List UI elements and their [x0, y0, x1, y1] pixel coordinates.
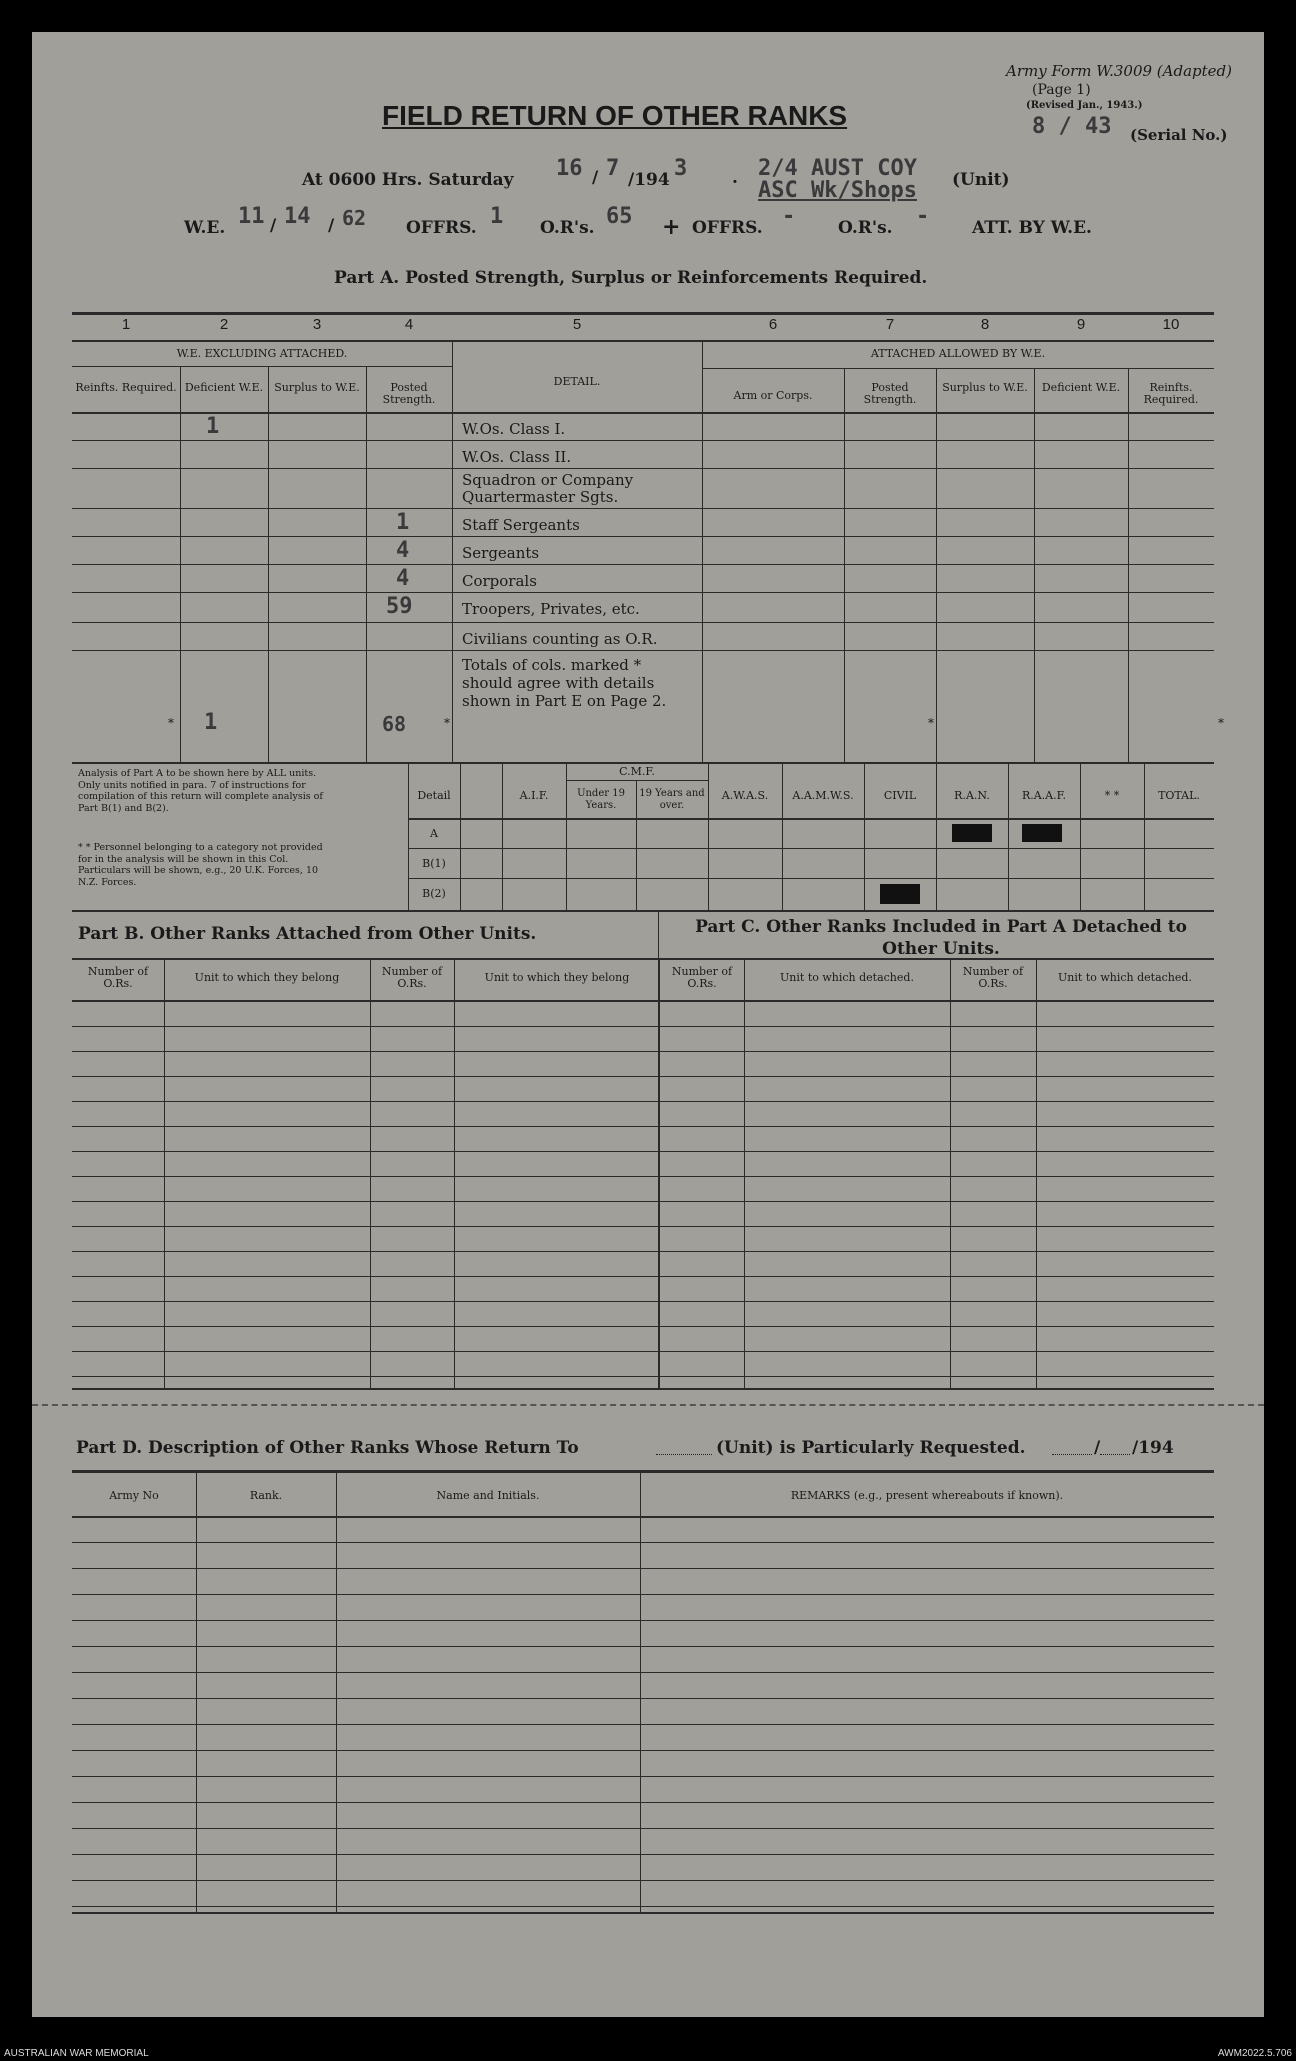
col-number: 4 [404, 316, 414, 333]
form-sheet: Army Form W.3009 (Adapted) (Page 1) (Revised Jan., 1943.) 8 / 43 (Serial No.) FIELD RETURN OF OTHER RANKS At 0600 Hrs. Saturday 16 / 7 /194 3 . 2/4 AUST COY ASC Wk/Shops (Unit) W.E. 11 / 14 / 62 OFFRS. 1 O.R's. 65 + OFFRS. - O.R's. - ATT. BY W.E. Part A. Posted Strength, Surplus or Reinforcements Required. 1 2 3 4 5 6 7 8 9 10 W.E. EXCLUDING ATTACHED. ATTACHED ALLOWED BY W.E. DETAIL. Reinfts. Required. Deficient W.E. Surplus to W.E. Posted Strength. Arm or Corps. Posted Strength. Surplus to W.E. Deficient W.E. Reinfts. Required. W.Os. Class I. W.Os. Class II. Squadron or Company Quartermaster Sgts. Staff Sergeants Sergeants Corporals Troopers, Privates, etc. Civilians counting as O.R. Totals of cols. marked * should agree with details shown in Part E on Page 2. 1 1 4 4 59 1 68 * * * * Analysis of Part A to be shown here by ALL units. Only units notified in para. 7 of instructions for compilation of this return will complete analysis of Part B(1) and B(2). * * Personnel belonging to a category not provided for in the analysis will be shown in this Col. Particulars will be shown, e.g., 20 U.K. Forces, 10 N.Z. Forces. Detail A.I.F. C.M.F. Under 19 Years. 19 Years and over. A.W.A.S. A.A.M.W.S. CIVIL R.A.N. R.A.A.F. * * TOTAL. A B(1) B(2) Part B. Other Ranks Attached from Other Units. Part C. Other Ranks Included in Part A Detached to Other Units. Number of O.Rs. Unit to which they belong Number of O.Rs. Unit to which they belong Number of O.Rs. Unit to which detached. Number of O.Rs. Unit to which detached. Part D. Description of Other Ranks Whose Return To (Unit) is Particularly Requested. / /194 Army No Rank. Name and Initials. REMARKS (e.g., present whereabouts if known). [32, 32, 1264, 2017]
posted-pte: 59 [386, 594, 413, 619]
star-marker: * [928, 716, 934, 730]
ruled-line [72, 1776, 1214, 1777]
analysis-other: * * [1104, 789, 1120, 802]
col-number: 7 [885, 316, 895, 333]
unit-line-2: ASC Wk/Shops [758, 178, 917, 203]
posted-cpl: 4 [396, 566, 410, 591]
part-b-title: Part B. Other Ranks Attached from Other Units. [78, 924, 537, 944]
part-a-title: Part A. Posted Strength, Surplus or Reinforcements Required. [334, 268, 928, 288]
ruled-line [72, 1542, 1214, 1543]
col-number: 8 [980, 316, 990, 333]
ruled-line [72, 1698, 1214, 1699]
form-id: Army Form W.3009 (Adapted) [1006, 62, 1232, 80]
analysis-note-1: Analysis of Part A to be shown here by ALL units. Only units notified in para. 7 of instructions for compilation of this return will complete analysis of Part B(1) and B(2). [78, 768, 323, 814]
ruled-line [72, 1880, 1214, 1881]
part-d-title-c: /194 [1132, 1438, 1174, 1458]
year-prefix: /194 [628, 170, 670, 190]
analysis-row-a: A [430, 827, 438, 840]
part-c-title: Part C. Other Ranks Included in Part A Detached to Other Units. [695, 917, 1187, 959]
totals-deficient: 1 [204, 710, 218, 735]
att-label: ATT. BY W.E. [972, 218, 1092, 238]
row-detail: Sergeants [462, 544, 540, 562]
sub-header: Reinfts. Required. [75, 381, 177, 394]
footer-left: AUSTRALIAN WAR MEMORIAL [4, 2048, 149, 2059]
we-b: 14 [284, 204, 311, 229]
group-right-header: ATTACHED ALLOWED BY W.E. [870, 347, 1046, 360]
analysis-raaf: R.A.A.F. [1021, 789, 1067, 802]
ruled-line [72, 1051, 1214, 1052]
analysis-row-b1: B(1) [422, 857, 446, 870]
offrs-label: OFFRS. [406, 218, 477, 238]
analysis-row-b2: B(2) [422, 887, 446, 900]
row-detail: Squadron or Company Quartermaster Sgts. [462, 471, 634, 506]
row-detail: W.Os. Class II. [462, 448, 572, 466]
row-detail: Civilians counting as O.R. [462, 630, 658, 648]
col-number: 2 [219, 316, 229, 333]
offrs2-value: - [782, 204, 796, 229]
c-unit-header: Unit to which detached. [780, 971, 914, 984]
sub-header: Surplus to W.E. [274, 381, 360, 394]
sub-header: Arm or Corps. [733, 389, 813, 402]
serial-value: 8 / 43 [1032, 114, 1112, 139]
deficient-wo1: 1 [206, 414, 220, 439]
we-c: 62 [342, 206, 367, 230]
at-label: At 0600 Hrs. Saturday [302, 170, 514, 190]
ruled-line [72, 1594, 1214, 1595]
c-unit-header: Unit to which detached. [1058, 971, 1192, 984]
ruled-line [72, 1724, 1214, 1725]
we-a: 11 [238, 204, 265, 229]
offrs-value: 1 [490, 204, 504, 229]
row-detail: W.Os. Class I. [462, 420, 566, 438]
d-remarks-header: REMARKS (e.g., present whereabouts if known). [790, 1489, 1064, 1502]
totals-posted: 68 [382, 712, 407, 736]
redaction-block [952, 824, 992, 842]
ruled-line [72, 1568, 1214, 1569]
analysis-cmf: C.M.F. [619, 765, 655, 778]
offrs2-label: OFFRS. [692, 218, 763, 238]
ruled-line [72, 1326, 1214, 1327]
b-unit-header: Unit to which they belong [194, 971, 340, 984]
c-number-header: Number of O.Rs. [671, 965, 733, 990]
posted-staff-sgt: 1 [396, 510, 410, 535]
posted-sgt: 4 [396, 538, 410, 563]
star-marker: * [168, 716, 174, 730]
star-marker: * [1218, 716, 1224, 730]
ruled-line [72, 1101, 1214, 1102]
ors2-value: - [916, 204, 930, 229]
analysis-ran: R.A.N. [954, 789, 990, 802]
analysis-over19: 19 Years and over. [639, 788, 705, 811]
ruled-line [72, 1276, 1214, 1277]
analysis-note-2: * * Personnel belonging to a category not provided for in the analysis will be shown in this Col. Particulars will be shown, e.g., 20 U.K. Forces, 10 N.Z. Forces. [78, 842, 323, 888]
analysis-civil: CIVIL [883, 789, 917, 802]
ruled-line [72, 1672, 1214, 1673]
unit-label: (Unit) [952, 170, 1010, 190]
part-d-title-a: Part D. Description of Other Ranks Whose Return To [76, 1438, 579, 1458]
col-number: 10 [1162, 316, 1180, 333]
sub-header: Deficient W.E. [1041, 381, 1121, 394]
row-detail: Troopers, Privates, etc. [462, 600, 640, 618]
group-left-header: W.E. EXCLUDING ATTACHED. [176, 347, 348, 360]
ruled-line [72, 1828, 1214, 1829]
b-unit-header: Unit to which they belong [484, 971, 630, 984]
ruled-line [72, 1750, 1214, 1751]
sub-header: Posted Strength. [863, 381, 917, 406]
d-army-header: Army No [109, 1489, 159, 1502]
ruled-line [72, 1226, 1214, 1227]
ruled-line [72, 1376, 1214, 1377]
ruled-line [72, 1351, 1214, 1352]
serial-label: (Serial No.) [1130, 126, 1228, 144]
d-rank-header: Rank. [249, 1489, 283, 1502]
form-title: FIELD RETURN OF OTHER RANKS [382, 100, 848, 131]
year-suffix: 3 [674, 156, 688, 181]
ruled-line [72, 1388, 1214, 1390]
ruled-line [72, 1906, 1214, 1907]
redaction-block [880, 884, 920, 904]
b-number-header: Number of O.Rs. [87, 965, 149, 990]
analysis-awas: A.W.A.S. [721, 789, 769, 802]
analysis-total: TOTAL. [1158, 789, 1200, 802]
d-name-header: Name and Initials. [436, 1489, 540, 1502]
ruled-line [72, 1026, 1214, 1027]
revised-date: (Revised Jan., 1943.) [1026, 100, 1143, 111]
col-number: 3 [312, 316, 322, 333]
ors-value: 65 [606, 204, 633, 229]
col-number: 6 [768, 316, 778, 333]
we-label: W.E. [184, 218, 226, 238]
ruled-line [72, 1251, 1214, 1252]
plus-sign: + [662, 214, 681, 240]
ruled-line [72, 1176, 1214, 1177]
row-detail: Staff Sergeants [462, 516, 580, 534]
ruled-line [72, 1151, 1214, 1152]
unit-line-1: 2/4 AUST COY [758, 156, 917, 181]
analysis-detail: Detail [417, 789, 451, 802]
ruled-line [72, 1301, 1214, 1302]
analysis-aamws: A.A.M.W.S. [792, 789, 854, 802]
ruled-line [72, 1646, 1214, 1647]
analysis-aif: A.I.F. [519, 789, 549, 802]
c-number-header: Number of O.Rs. [962, 965, 1024, 990]
totals-detail: Totals of cols. marked * should agree with details shown in Part E on Page 2. [462, 656, 667, 710]
detail-header: DETAIL. [553, 375, 601, 388]
b-number-header: Number of O.Rs. [381, 965, 443, 990]
date-day: 16 [556, 156, 583, 181]
part-d-title-b: (Unit) is Particularly Requested. [716, 1438, 1026, 1458]
sub-header: Deficient W.E. [184, 381, 264, 394]
analysis-under19: Under 19 Years. [577, 788, 625, 811]
ruled-line [72, 1201, 1214, 1202]
redaction-block [1022, 824, 1062, 842]
ors-label: O.R's. [540, 218, 595, 238]
sub-header: Posted Strength. [382, 381, 436, 406]
star-marker: * [444, 716, 450, 730]
col-number: 9 [1076, 316, 1086, 333]
ruled-line [72, 1076, 1214, 1077]
sub-header: Reinfts. Required. [1143, 381, 1199, 406]
col-number: 5 [572, 316, 582, 333]
sub-header: Surplus to W.E. [942, 381, 1028, 394]
ruled-line [72, 1126, 1214, 1127]
ors2-label: O.R's. [838, 218, 893, 238]
ruled-line [72, 1854, 1214, 1855]
row-detail: Corporals [462, 572, 537, 590]
ruled-line [72, 1620, 1214, 1621]
date-month: 7 [606, 156, 620, 181]
col-number: 1 [121, 316, 131, 333]
page-number: (Page 1) [1032, 82, 1091, 98]
ruled-line [72, 1802, 1214, 1803]
footer-right: AWM2022.5.706 [1217, 2048, 1292, 2059]
